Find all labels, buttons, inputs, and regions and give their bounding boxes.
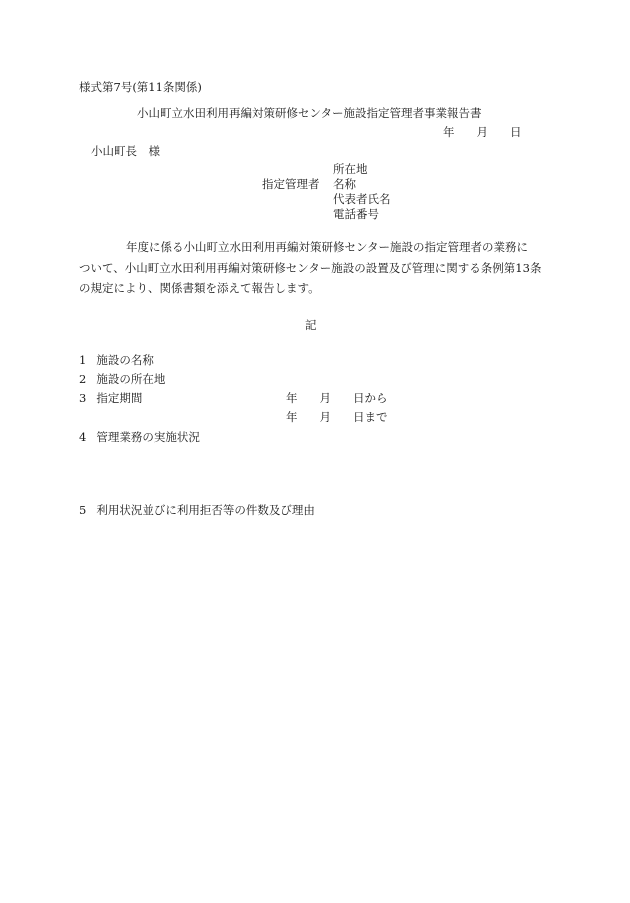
- item-label: 指定期間: [96, 391, 143, 405]
- period-start: [286, 391, 388, 405]
- report-date: [443, 125, 522, 139]
- period-start-month: 月: [319, 391, 331, 405]
- manager-field-phone: 電話番号: [333, 207, 379, 221]
- item-number: 1: [79, 353, 87, 367]
- item-number: 5: [79, 503, 87, 517]
- period-start-year: 年: [286, 391, 298, 405]
- item-4: [79, 430, 200, 444]
- date-year: 年: [443, 125, 455, 139]
- manager-label: 指定管理者: [262, 177, 320, 191]
- item-1: [79, 353, 154, 367]
- period-end: [286, 410, 388, 424]
- date-month: 月: [476, 125, 488, 139]
- date-day: 日: [510, 125, 522, 139]
- item-label: 施設の所在地: [96, 372, 166, 386]
- item-number: 4: [79, 430, 87, 444]
- body-line-3: の規定により、関係書類を添えて報告します。: [79, 281, 320, 295]
- ki-heading: 記: [305, 318, 317, 332]
- item-label: 施設の名称: [96, 353, 154, 367]
- item-number: 2: [79, 372, 87, 386]
- addressee: 小山町長 様: [91, 144, 160, 158]
- period-end-day: 日まで: [353, 410, 388, 424]
- body-line-1: 年度に係る小山町立水田利用再編対策研修センター施設の指定管理者の業務に: [126, 240, 529, 254]
- period-start-day: 日から: [353, 391, 388, 405]
- manager-field-representative: 代表者氏名: [333, 192, 391, 206]
- body-line-2: ついて、小山町立水田利用再編対策研修センター施設の設置及び管理に関する条例第13条: [79, 261, 542, 275]
- item-label: 利用状況並びに利用拒否等の件数及び理由: [96, 503, 315, 517]
- item-2: [79, 372, 165, 386]
- period-end-month: 月: [319, 410, 331, 424]
- item-label: 管理業務の実施状況: [96, 430, 200, 444]
- item-5: [79, 503, 315, 517]
- item-number: 3: [79, 391, 87, 405]
- form-number: 様式第7号(第11条関係): [79, 80, 202, 94]
- period-end-year: 年: [286, 410, 298, 424]
- item-3: [79, 391, 142, 405]
- manager-field-address: 所在地: [333, 162, 368, 176]
- manager-field-name: 名称: [333, 177, 356, 191]
- document-title: 小山町立水田利用再編対策研修センター施設指定管理者事業報告書: [137, 106, 482, 120]
